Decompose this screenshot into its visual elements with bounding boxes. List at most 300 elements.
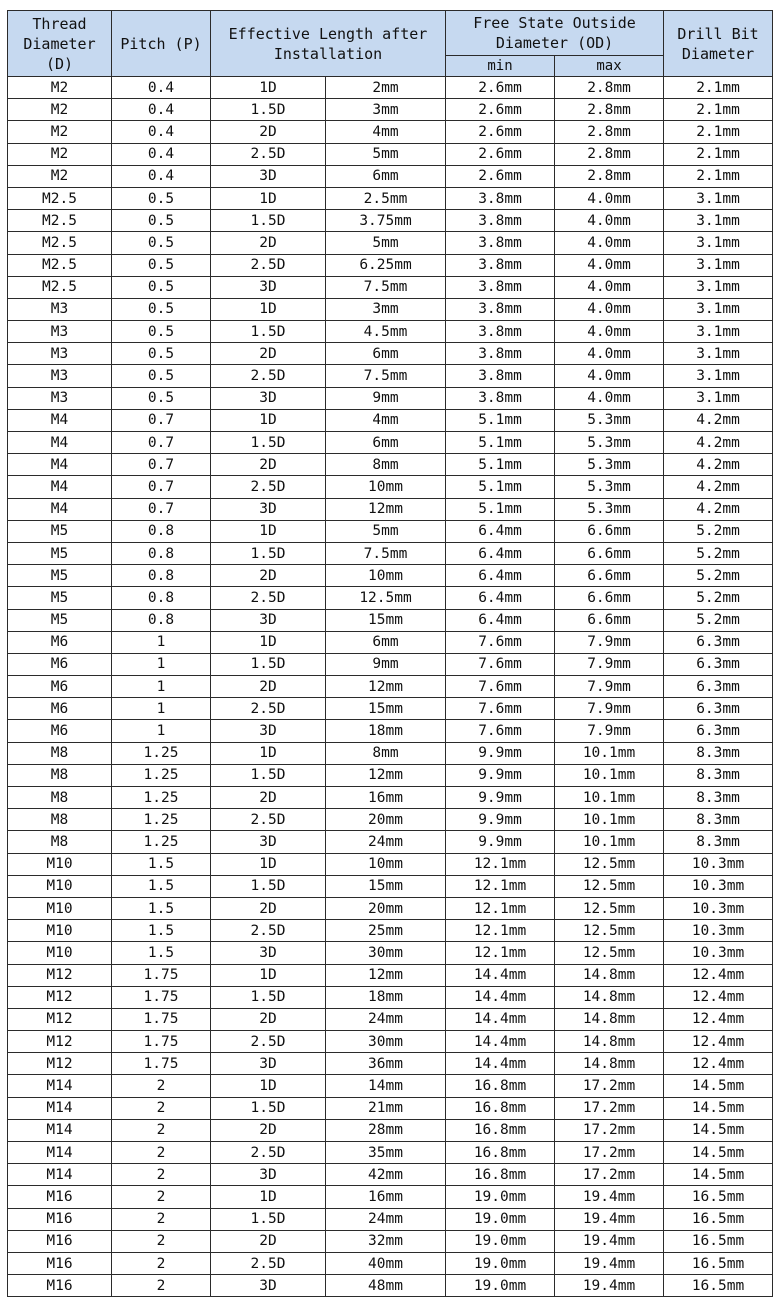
cell-od-min: 9.9mm bbox=[446, 742, 555, 764]
cell-od-min: 14.4mm bbox=[446, 1008, 555, 1030]
cell-od-max: 14.8mm bbox=[555, 986, 664, 1008]
cell-od-min: 5.1mm bbox=[446, 432, 555, 454]
cell-length-mm: 30mm bbox=[326, 942, 446, 964]
cell-od-max: 19.4mm bbox=[555, 1275, 664, 1297]
cell-od-min: 14.4mm bbox=[446, 964, 555, 986]
cell-od-min: 6.4mm bbox=[446, 609, 555, 631]
cell-pitch: 2 bbox=[112, 1275, 211, 1297]
cell-od-min: 5.1mm bbox=[446, 409, 555, 431]
table-row bbox=[8, 631, 773, 653]
cell-od-min: 12.1mm bbox=[446, 875, 555, 897]
cell-od-max: 19.4mm bbox=[555, 1208, 664, 1230]
table-row bbox=[8, 565, 773, 587]
table-row bbox=[8, 1164, 773, 1186]
cell-length-mm: 9mm bbox=[326, 387, 446, 409]
cell-length-mm: 16mm bbox=[326, 1186, 446, 1208]
cell-pitch: 1.5 bbox=[112, 897, 211, 919]
cell-od-max: 2.8mm bbox=[555, 99, 664, 121]
cell-drill-bit: 3.1mm bbox=[664, 321, 773, 343]
cell-drill-bit: 12.4mm bbox=[664, 986, 773, 1008]
header-free-state-od: Free State Outside Diameter (OD) bbox=[446, 11, 664, 56]
cell-drill-bit: 16.5mm bbox=[664, 1208, 773, 1230]
cell-thread-diameter: M2.5 bbox=[8, 210, 112, 232]
cell-od-min: 12.1mm bbox=[446, 942, 555, 964]
cell-drill-bit: 4.2mm bbox=[664, 432, 773, 454]
cell-thread-diameter: M3 bbox=[8, 343, 112, 365]
cell-length-mm: 15mm bbox=[326, 609, 446, 631]
table-row bbox=[8, 742, 773, 764]
table-row bbox=[8, 365, 773, 387]
cell-length-multiple: 2D bbox=[211, 897, 326, 919]
cell-length-multiple: 3D bbox=[211, 1053, 326, 1075]
cell-pitch: 1.5 bbox=[112, 920, 211, 942]
cell-od-min: 2.6mm bbox=[446, 165, 555, 187]
cell-thread-diameter: M2.5 bbox=[8, 276, 112, 298]
cell-length-multiple: 2.5D bbox=[211, 698, 326, 720]
cell-thread-diameter: M14 bbox=[8, 1164, 112, 1186]
cell-pitch: 1.5 bbox=[112, 853, 211, 875]
cell-length-multiple: 1D bbox=[211, 77, 326, 99]
cell-od-min: 6.4mm bbox=[446, 520, 555, 542]
table-row bbox=[8, 897, 773, 919]
cell-od-min: 2.6mm bbox=[446, 121, 555, 143]
cell-drill-bit: 5.2mm bbox=[664, 565, 773, 587]
cell-drill-bit: 3.1mm bbox=[664, 387, 773, 409]
table-row bbox=[8, 720, 773, 742]
table-row bbox=[8, 1008, 773, 1030]
cell-drill-bit: 12.4mm bbox=[664, 964, 773, 986]
cell-od-max: 5.3mm bbox=[555, 498, 664, 520]
table-row bbox=[8, 1142, 773, 1164]
table-row bbox=[8, 276, 773, 298]
cell-length-multiple: 1.5D bbox=[211, 1208, 326, 1230]
cell-pitch: 0.7 bbox=[112, 409, 211, 431]
table-row bbox=[8, 1119, 773, 1141]
cell-length-mm: 10mm bbox=[326, 476, 446, 498]
cell-length-multiple: 3D bbox=[211, 387, 326, 409]
table-row bbox=[8, 165, 773, 187]
cell-length-multiple: 1D bbox=[211, 742, 326, 764]
cell-od-max: 4.0mm bbox=[555, 254, 664, 276]
cell-length-multiple: 1.5D bbox=[211, 875, 326, 897]
header-thread-diameter: Thread Diameter (D) bbox=[8, 11, 112, 77]
cell-thread-diameter: M10 bbox=[8, 897, 112, 919]
table-row bbox=[8, 1208, 773, 1230]
cell-thread-diameter: M16 bbox=[8, 1252, 112, 1274]
cell-length-mm: 40mm bbox=[326, 1252, 446, 1274]
cell-pitch: 1.25 bbox=[112, 831, 211, 853]
cell-length-mm: 12mm bbox=[326, 764, 446, 786]
cell-drill-bit: 8.3mm bbox=[664, 809, 773, 831]
cell-od-min: 7.6mm bbox=[446, 698, 555, 720]
cell-length-mm: 7.5mm bbox=[326, 542, 446, 564]
cell-length-multiple: 2D bbox=[211, 343, 326, 365]
table-row bbox=[8, 298, 773, 320]
cell-pitch: 1.25 bbox=[112, 809, 211, 831]
cell-thread-diameter: M14 bbox=[8, 1142, 112, 1164]
cell-length-mm: 24mm bbox=[326, 1008, 446, 1030]
table-row bbox=[8, 542, 773, 564]
cell-drill-bit: 5.2mm bbox=[664, 520, 773, 542]
table-row bbox=[8, 143, 773, 165]
cell-length-multiple: 1.5D bbox=[211, 764, 326, 786]
table-row bbox=[8, 520, 773, 542]
table-row bbox=[8, 387, 773, 409]
cell-drill-bit: 10.3mm bbox=[664, 920, 773, 942]
table-row bbox=[8, 942, 773, 964]
cell-thread-diameter: M2 bbox=[8, 143, 112, 165]
table-row bbox=[8, 809, 773, 831]
cell-length-mm: 20mm bbox=[326, 897, 446, 919]
table-row bbox=[8, 875, 773, 897]
cell-od-max: 14.8mm bbox=[555, 1008, 664, 1030]
table-row bbox=[8, 964, 773, 986]
cell-od-max: 14.8mm bbox=[555, 1053, 664, 1075]
cell-thread-diameter: M6 bbox=[8, 698, 112, 720]
cell-od-min: 16.8mm bbox=[446, 1142, 555, 1164]
cell-length-mm: 35mm bbox=[326, 1142, 446, 1164]
cell-drill-bit: 2.1mm bbox=[664, 99, 773, 121]
cell-drill-bit: 16.5mm bbox=[664, 1230, 773, 1252]
cell-od-min: 2.6mm bbox=[446, 143, 555, 165]
cell-od-max: 5.3mm bbox=[555, 454, 664, 476]
cell-length-mm: 24mm bbox=[326, 1208, 446, 1230]
cell-pitch: 0.5 bbox=[112, 387, 211, 409]
cell-drill-bit: 5.2mm bbox=[664, 587, 773, 609]
cell-length-mm: 15mm bbox=[326, 875, 446, 897]
cell-length-mm: 8mm bbox=[326, 454, 446, 476]
cell-pitch: 1 bbox=[112, 653, 211, 675]
cell-drill-bit: 3.1mm bbox=[664, 210, 773, 232]
cell-drill-bit: 16.5mm bbox=[664, 1186, 773, 1208]
table-row bbox=[8, 831, 773, 853]
cell-od-max: 19.4mm bbox=[555, 1252, 664, 1274]
cell-od-min: 3.8mm bbox=[446, 276, 555, 298]
cell-od-max: 4.0mm bbox=[555, 298, 664, 320]
cell-length-multiple: 2.5D bbox=[211, 1252, 326, 1274]
cell-pitch: 2 bbox=[112, 1230, 211, 1252]
cell-od-min: 6.4mm bbox=[446, 542, 555, 564]
cell-length-mm: 16mm bbox=[326, 787, 446, 809]
cell-pitch: 0.5 bbox=[112, 298, 211, 320]
cell-drill-bit: 3.1mm bbox=[664, 187, 773, 209]
table-row bbox=[8, 853, 773, 875]
table-row bbox=[8, 1275, 773, 1297]
cell-drill-bit: 3.1mm bbox=[664, 365, 773, 387]
table-row bbox=[8, 676, 773, 698]
cell-pitch: 2 bbox=[112, 1075, 211, 1097]
cell-thread-diameter: M6 bbox=[8, 676, 112, 698]
cell-od-min: 9.9mm bbox=[446, 831, 555, 853]
cell-length-multiple: 1.5D bbox=[211, 321, 326, 343]
table-row bbox=[8, 409, 773, 431]
cell-od-min: 5.1mm bbox=[446, 454, 555, 476]
cell-od-max: 17.2mm bbox=[555, 1164, 664, 1186]
table-row bbox=[8, 232, 773, 254]
cell-thread-diameter: M2.5 bbox=[8, 254, 112, 276]
cell-length-multiple: 2.5D bbox=[211, 254, 326, 276]
cell-od-max: 5.3mm bbox=[555, 432, 664, 454]
table-row bbox=[8, 454, 773, 476]
cell-length-multiple: 2D bbox=[211, 121, 326, 143]
cell-length-multiple: 2D bbox=[211, 787, 326, 809]
cell-length-multiple: 1D bbox=[211, 964, 326, 986]
cell-od-max: 4.0mm bbox=[555, 343, 664, 365]
cell-od-max: 10.1mm bbox=[555, 831, 664, 853]
table-row bbox=[8, 653, 773, 675]
cell-pitch: 0.8 bbox=[112, 587, 211, 609]
cell-length-multiple: 3D bbox=[211, 609, 326, 631]
cell-length-multiple: 2.5D bbox=[211, 365, 326, 387]
cell-length-mm: 9mm bbox=[326, 653, 446, 675]
cell-od-max: 6.6mm bbox=[555, 609, 664, 631]
cell-length-multiple: 1D bbox=[211, 187, 326, 209]
cell-length-multiple: 2.5D bbox=[211, 1142, 326, 1164]
cell-pitch: 1.75 bbox=[112, 964, 211, 986]
cell-pitch: 0.4 bbox=[112, 99, 211, 121]
cell-length-mm: 18mm bbox=[326, 986, 446, 1008]
cell-thread-diameter: M10 bbox=[8, 920, 112, 942]
cell-od-min: 16.8mm bbox=[446, 1119, 555, 1141]
cell-od-max: 17.2mm bbox=[555, 1119, 664, 1141]
table-row bbox=[8, 609, 773, 631]
cell-od-min: 7.6mm bbox=[446, 653, 555, 675]
cell-thread-diameter: M12 bbox=[8, 964, 112, 986]
cell-pitch: 0.7 bbox=[112, 476, 211, 498]
cell-length-multiple: 2D bbox=[211, 232, 326, 254]
cell-od-max: 6.6mm bbox=[555, 520, 664, 542]
cell-od-max: 7.9mm bbox=[555, 631, 664, 653]
cell-od-min: 2.6mm bbox=[446, 77, 555, 99]
cell-od-min: 2.6mm bbox=[446, 99, 555, 121]
cell-length-multiple: 2D bbox=[211, 676, 326, 698]
cell-drill-bit: 8.3mm bbox=[664, 764, 773, 786]
cell-length-multiple: 3D bbox=[211, 1275, 326, 1297]
cell-od-min: 3.8mm bbox=[446, 298, 555, 320]
cell-length-mm: 7.5mm bbox=[326, 276, 446, 298]
cell-length-mm: 24mm bbox=[326, 831, 446, 853]
table-row bbox=[8, 432, 773, 454]
cell-pitch: 0.8 bbox=[112, 609, 211, 631]
cell-od-min: 3.8mm bbox=[446, 365, 555, 387]
cell-thread-diameter: M5 bbox=[8, 542, 112, 564]
cell-od-max: 12.5mm bbox=[555, 853, 664, 875]
cell-thread-diameter: M16 bbox=[8, 1230, 112, 1252]
cell-thread-diameter: M10 bbox=[8, 853, 112, 875]
cell-drill-bit: 10.3mm bbox=[664, 875, 773, 897]
cell-drill-bit: 2.1mm bbox=[664, 143, 773, 165]
cell-length-mm: 6.25mm bbox=[326, 254, 446, 276]
cell-length-mm: 4mm bbox=[326, 121, 446, 143]
cell-pitch: 2 bbox=[112, 1252, 211, 1274]
table-header bbox=[8, 11, 773, 77]
cell-pitch: 2 bbox=[112, 1164, 211, 1186]
cell-od-min: 14.4mm bbox=[446, 1053, 555, 1075]
cell-thread-diameter: M8 bbox=[8, 809, 112, 831]
cell-length-multiple: 2D bbox=[211, 565, 326, 587]
cell-thread-diameter: M16 bbox=[8, 1208, 112, 1230]
cell-od-max: 4.0mm bbox=[555, 232, 664, 254]
cell-length-mm: 18mm bbox=[326, 720, 446, 742]
cell-length-mm: 15mm bbox=[326, 698, 446, 720]
table-row bbox=[8, 1186, 773, 1208]
cell-pitch: 0.8 bbox=[112, 520, 211, 542]
cell-od-min: 6.4mm bbox=[446, 587, 555, 609]
cell-length-multiple: 1.5D bbox=[211, 432, 326, 454]
cell-length-mm: 3mm bbox=[326, 298, 446, 320]
cell-od-max: 17.2mm bbox=[555, 1142, 664, 1164]
table-row bbox=[8, 1075, 773, 1097]
cell-length-multiple: 1D bbox=[211, 853, 326, 875]
cell-length-multiple: 3D bbox=[211, 165, 326, 187]
cell-thread-diameter: M3 bbox=[8, 387, 112, 409]
cell-length-mm: 6mm bbox=[326, 432, 446, 454]
cell-pitch: 1.75 bbox=[112, 1031, 211, 1053]
cell-pitch: 1.75 bbox=[112, 1008, 211, 1030]
cell-thread-diameter: M8 bbox=[8, 764, 112, 786]
cell-length-multiple: 1D bbox=[211, 631, 326, 653]
cell-od-max: 6.6mm bbox=[555, 587, 664, 609]
cell-length-mm: 30mm bbox=[326, 1031, 446, 1053]
cell-pitch: 0.7 bbox=[112, 498, 211, 520]
cell-thread-diameter: M16 bbox=[8, 1275, 112, 1297]
cell-thread-diameter: M14 bbox=[8, 1075, 112, 1097]
cell-thread-diameter: M5 bbox=[8, 520, 112, 542]
cell-thread-diameter: M2.5 bbox=[8, 232, 112, 254]
cell-od-min: 19.0mm bbox=[446, 1230, 555, 1252]
cell-od-min: 3.8mm bbox=[446, 254, 555, 276]
cell-drill-bit: 3.1mm bbox=[664, 298, 773, 320]
table-row bbox=[8, 1031, 773, 1053]
cell-length-mm: 12.5mm bbox=[326, 587, 446, 609]
cell-thread-diameter: M4 bbox=[8, 498, 112, 520]
cell-length-multiple: 3D bbox=[211, 1164, 326, 1186]
cell-pitch: 1.75 bbox=[112, 1053, 211, 1075]
cell-pitch: 0.5 bbox=[112, 210, 211, 232]
cell-pitch: 0.5 bbox=[112, 254, 211, 276]
cell-od-max: 10.1mm bbox=[555, 787, 664, 809]
header-effective-length: Effective Length after Installation bbox=[211, 11, 446, 77]
cell-od-max: 4.0mm bbox=[555, 365, 664, 387]
cell-drill-bit: 3.1mm bbox=[664, 276, 773, 298]
cell-od-max: 12.5mm bbox=[555, 875, 664, 897]
cell-length-mm: 12mm bbox=[326, 498, 446, 520]
cell-length-mm: 5mm bbox=[326, 232, 446, 254]
cell-pitch: 2 bbox=[112, 1186, 211, 1208]
cell-thread-diameter: M16 bbox=[8, 1186, 112, 1208]
cell-length-mm: 36mm bbox=[326, 1053, 446, 1075]
cell-od-min: 9.9mm bbox=[446, 764, 555, 786]
cell-thread-diameter: M10 bbox=[8, 942, 112, 964]
cell-length-mm: 6mm bbox=[326, 165, 446, 187]
cell-length-mm: 3.75mm bbox=[326, 210, 446, 232]
cell-thread-diameter: M2 bbox=[8, 165, 112, 187]
table-row bbox=[8, 77, 773, 99]
cell-length-mm: 20mm bbox=[326, 809, 446, 831]
cell-pitch: 0.5 bbox=[112, 365, 211, 387]
cell-drill-bit: 6.3mm bbox=[664, 653, 773, 675]
cell-length-mm: 6mm bbox=[326, 631, 446, 653]
cell-od-min: 19.0mm bbox=[446, 1186, 555, 1208]
cell-thread-diameter: M14 bbox=[8, 1119, 112, 1141]
cell-thread-diameter: M8 bbox=[8, 787, 112, 809]
cell-pitch: 1 bbox=[112, 631, 211, 653]
cell-drill-bit: 12.4mm bbox=[664, 1008, 773, 1030]
cell-pitch: 1.5 bbox=[112, 875, 211, 897]
cell-drill-bit: 8.3mm bbox=[664, 742, 773, 764]
cell-od-max: 19.4mm bbox=[555, 1230, 664, 1252]
cell-length-mm: 3mm bbox=[326, 99, 446, 121]
cell-od-min: 19.0mm bbox=[446, 1252, 555, 1274]
cell-length-multiple: 2.5D bbox=[211, 476, 326, 498]
cell-od-max: 10.1mm bbox=[555, 764, 664, 786]
table-row bbox=[8, 254, 773, 276]
cell-drill-bit: 2.1mm bbox=[664, 77, 773, 99]
cell-pitch: 1.5 bbox=[112, 942, 211, 964]
cell-length-mm: 12mm bbox=[326, 964, 446, 986]
cell-thread-diameter: M5 bbox=[8, 587, 112, 609]
table-row bbox=[8, 920, 773, 942]
cell-thread-diameter: M8 bbox=[8, 831, 112, 853]
table-row bbox=[8, 1252, 773, 1274]
header-pitch: Pitch (P) bbox=[112, 11, 211, 77]
table-row bbox=[8, 587, 773, 609]
cell-od-max: 4.0mm bbox=[555, 387, 664, 409]
cell-thread-diameter: M5 bbox=[8, 609, 112, 631]
cell-pitch: 1.25 bbox=[112, 787, 211, 809]
cell-length-multiple: 1D bbox=[211, 520, 326, 542]
cell-thread-diameter: M4 bbox=[8, 476, 112, 498]
cell-od-min: 3.8mm bbox=[446, 343, 555, 365]
cell-od-max: 12.5mm bbox=[555, 920, 664, 942]
cell-drill-bit: 14.5mm bbox=[664, 1119, 773, 1141]
table-row bbox=[8, 1053, 773, 1075]
cell-length-multiple: 1D bbox=[211, 1186, 326, 1208]
cell-od-max: 7.9mm bbox=[555, 698, 664, 720]
cell-od-max: 14.8mm bbox=[555, 964, 664, 986]
cell-length-mm: 10mm bbox=[326, 565, 446, 587]
cell-od-max: 17.2mm bbox=[555, 1097, 664, 1119]
cell-drill-bit: 14.5mm bbox=[664, 1097, 773, 1119]
cell-drill-bit: 8.3mm bbox=[664, 787, 773, 809]
cell-drill-bit: 2.1mm bbox=[664, 165, 773, 187]
cell-pitch: 0.5 bbox=[112, 232, 211, 254]
cell-od-min: 14.4mm bbox=[446, 986, 555, 1008]
cell-length-multiple: 2D bbox=[211, 1008, 326, 1030]
cell-od-min: 7.6mm bbox=[446, 676, 555, 698]
table-row bbox=[8, 787, 773, 809]
cell-drill-bit: 10.3mm bbox=[664, 853, 773, 875]
cell-pitch: 1.25 bbox=[112, 742, 211, 764]
table-row bbox=[8, 764, 773, 786]
cell-pitch: 2 bbox=[112, 1097, 211, 1119]
cell-od-min: 5.1mm bbox=[446, 498, 555, 520]
cell-length-mm: 21mm bbox=[326, 1097, 446, 1119]
cell-length-mm: 10mm bbox=[326, 853, 446, 875]
cell-od-max: 7.9mm bbox=[555, 720, 664, 742]
cell-thread-diameter: M6 bbox=[8, 653, 112, 675]
header-row-1 bbox=[8, 11, 773, 56]
cell-length-multiple: 3D bbox=[211, 276, 326, 298]
cell-od-min: 3.8mm bbox=[446, 387, 555, 409]
cell-thread-diameter: M4 bbox=[8, 454, 112, 476]
cell-length-multiple: 1.5D bbox=[211, 99, 326, 121]
cell-od-max: 5.3mm bbox=[555, 409, 664, 431]
cell-od-max: 7.9mm bbox=[555, 676, 664, 698]
cell-length-mm: 25mm bbox=[326, 920, 446, 942]
cell-od-min: 12.1mm bbox=[446, 920, 555, 942]
cell-length-multiple: 3D bbox=[211, 720, 326, 742]
